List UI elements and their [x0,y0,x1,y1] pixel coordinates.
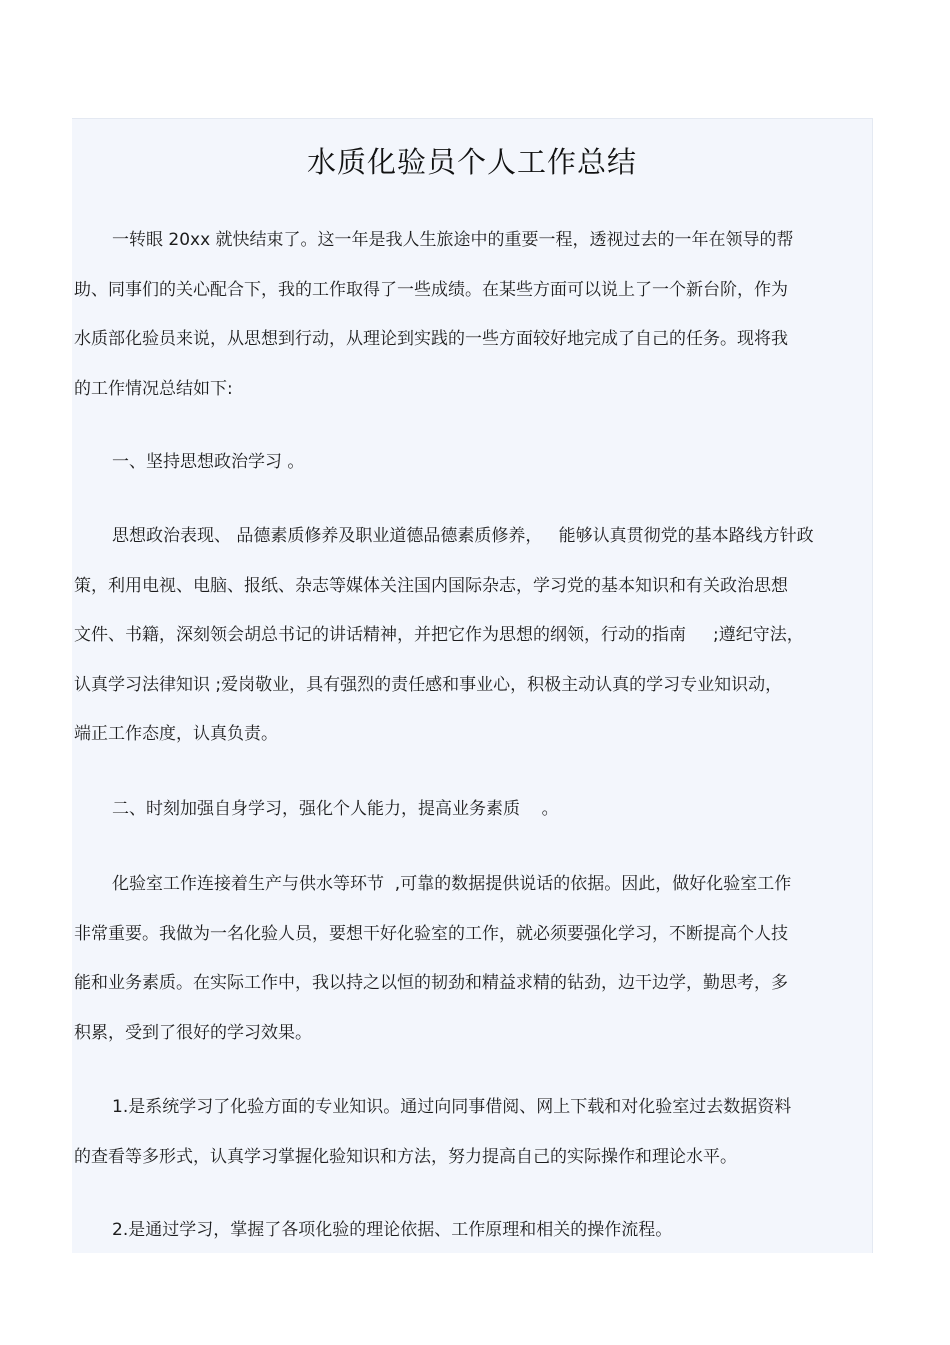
paragraph-line: 文件、书籍，深刻领会胡总书记的讲话精神，并把它作为思想的纲领，行动的指南 ;遵纪守法， [74,625,804,645]
paragraph-lab-work [74,860,854,1058]
paragraph-line: 水质部化验员来说，从思想到行动，从理论到实践的一些方面较好地完成了自己的任务。现将我 [74,329,788,349]
paragraph-line: 1.是系统学习了化验方面的专业知识。通过向同事借阅、网上下载和对化验室过去数据资料 [112,1097,792,1117]
paragraph-line: 端正工作态度，认真负责。 [74,724,278,744]
list-item-1 [74,1083,854,1182]
paragraph-intro [74,216,854,414]
document-title: 水质化验员个人工作总结 [306,145,637,179]
paragraph-line: 思想政治表现、 品德素质修养及职业道德品德素质修养， 能够认真贯彻党的基本路线方针政 [112,526,814,546]
paragraph-line: 的工作情况总结如下: [74,378,233,399]
paragraph-line: 积累，受到了很好的学习效果。 [74,1022,312,1043]
list-item-2 [74,1206,854,1256]
section-heading-2 [74,785,854,835]
paragraph-line: 助、同事们的关心配合下，我的工作取得了一些成绩。在某些方面可以说上了一个新台阶，作为 [74,279,788,300]
paragraph-line: 能和业务素质。在实际工作中，我以持之以恒的韧劲和精益求精的钻劲，边干边学，勤思考，多 [74,973,788,993]
section-heading-text: 二、时刻加强自身学习，强化个人能力，提高业务素质 。 [112,799,559,819]
paragraph-line: 认真学习法律知识 ;爱岗敬业，具有强烈的责任感和事业心，积极主动认真的学习专业知识动， [74,674,783,695]
paragraph-line: 一转眼 20xx 就快结束了。这一年是我人生旅途中的重要一程，透视过去的一年在领导的帮 [112,230,794,250]
paragraph-political [74,512,854,760]
section-heading-1 [74,438,854,488]
paragraph-line: 策，利用电视、电脑、报纸、杂志等媒体关注国内国际杂志，学习党的基本知识和有关政治思想 [74,575,788,596]
paragraph-line: 的查看等多形式，认真学习掌握化验知识和方法，努力提高自己的实际操作和理论水平。 [74,1146,737,1167]
paragraph-line: 化验室工作连接着生产与供水等环节 ,可靠的数据提供说话的依据。因此，做好化验室工作 [112,874,792,894]
section-heading-text: 一、坚持思想政治学习 。 [112,452,305,472]
paragraph-line: 非常重要。我做为一名化验人员，要想干好化验室的工作，就必须要强化学习，不断提高个人技 [74,923,788,944]
paragraph-line: 2.是通过学习，掌握了各项化验的理论依据、工作原理和相关的操作流程。 [112,1220,673,1240]
